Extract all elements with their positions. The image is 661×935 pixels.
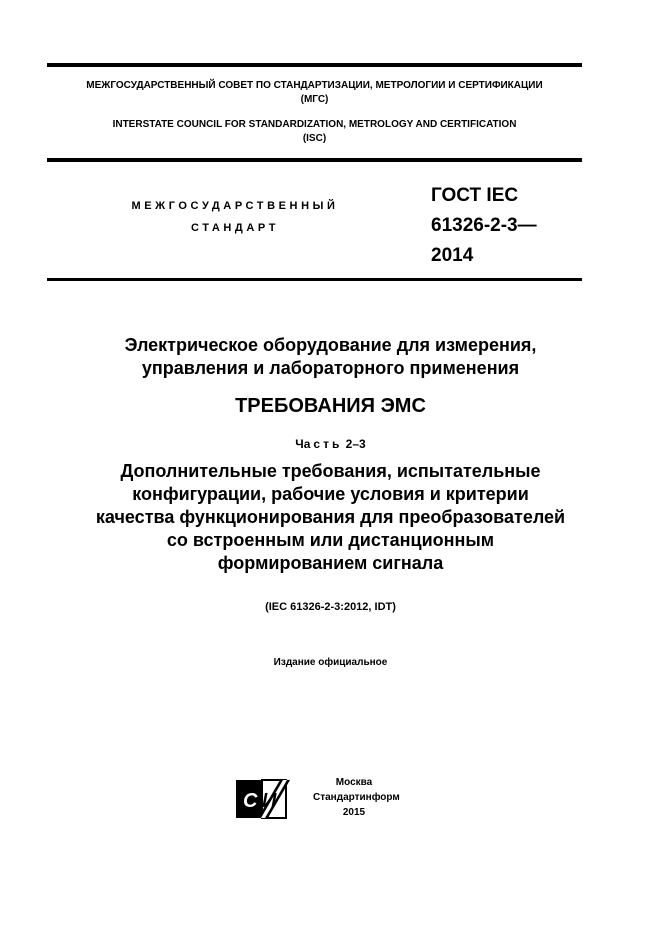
edition-label: Издание официальное xyxy=(273,657,388,668)
council-ru xyxy=(47,79,582,107)
iec-reference: (IEC 61326-2-3:2012, IDT) xyxy=(265,601,396,613)
specific-title xyxy=(30,460,631,575)
council-en-name: INTERSTATE COUNCIL FOR STANDARDIZATION, METROLOGY AND CERTIFICATION xyxy=(112,119,517,130)
general-title-line2: управления и лабораторного применения xyxy=(141,358,520,378)
part-number: Часть 2–3 xyxy=(295,437,366,451)
publisher-block xyxy=(313,775,400,820)
standartinform-logo-icon xyxy=(232,777,290,821)
general-title-line1: Электрическое оборудование для измерения, xyxy=(124,335,537,355)
council-en-abbr: (ISC) xyxy=(302,133,327,144)
specific-title-line2: конфигурации, рабочие условия и критерии xyxy=(132,484,529,504)
header-rule xyxy=(47,158,582,162)
svg-text:С: С xyxy=(243,790,258,812)
specific-title-line5: формированием сигнала xyxy=(217,553,444,573)
standard-type-line2: СТАНДАРТ xyxy=(190,222,280,234)
standard-designation xyxy=(431,181,581,271)
council-en xyxy=(47,118,582,146)
svg-text:И: И xyxy=(262,790,277,812)
specific-title-line1: Дополнительные требования, испытательные xyxy=(120,461,541,481)
standard-type-line1: МЕЖГОСУДАРСТВЕННЫЙ xyxy=(131,200,339,212)
specific-title-line3: качества функционирования для преобразователей xyxy=(95,507,566,527)
general-title xyxy=(30,334,631,380)
publisher-city: Москва xyxy=(335,777,373,788)
top-rule xyxy=(47,63,582,67)
designation-line3: 2014 xyxy=(431,245,474,266)
main-title: ТРЕБОВАНИЯ ЭМС xyxy=(235,395,426,417)
publisher-name: Стандартинформ xyxy=(313,792,400,803)
council-ru-name: МЕЖГОСУДАРСТВЕННЫЙ СОВЕТ ПО СТАНДАРТИЗАЦИИ, МЕТРОЛОГИИ И СЕРТИФИКАЦИИ xyxy=(86,80,543,91)
council-ru-abbr: (МГС) xyxy=(300,94,329,105)
designation-line2: 61326-2-3— xyxy=(431,215,537,236)
specific-title-line4: со встроенным или дистанционным xyxy=(166,530,495,550)
publisher-year: 2015 xyxy=(342,807,366,818)
designation-line1: ГОСТ IEC xyxy=(431,185,519,206)
designation-rule xyxy=(47,278,582,281)
